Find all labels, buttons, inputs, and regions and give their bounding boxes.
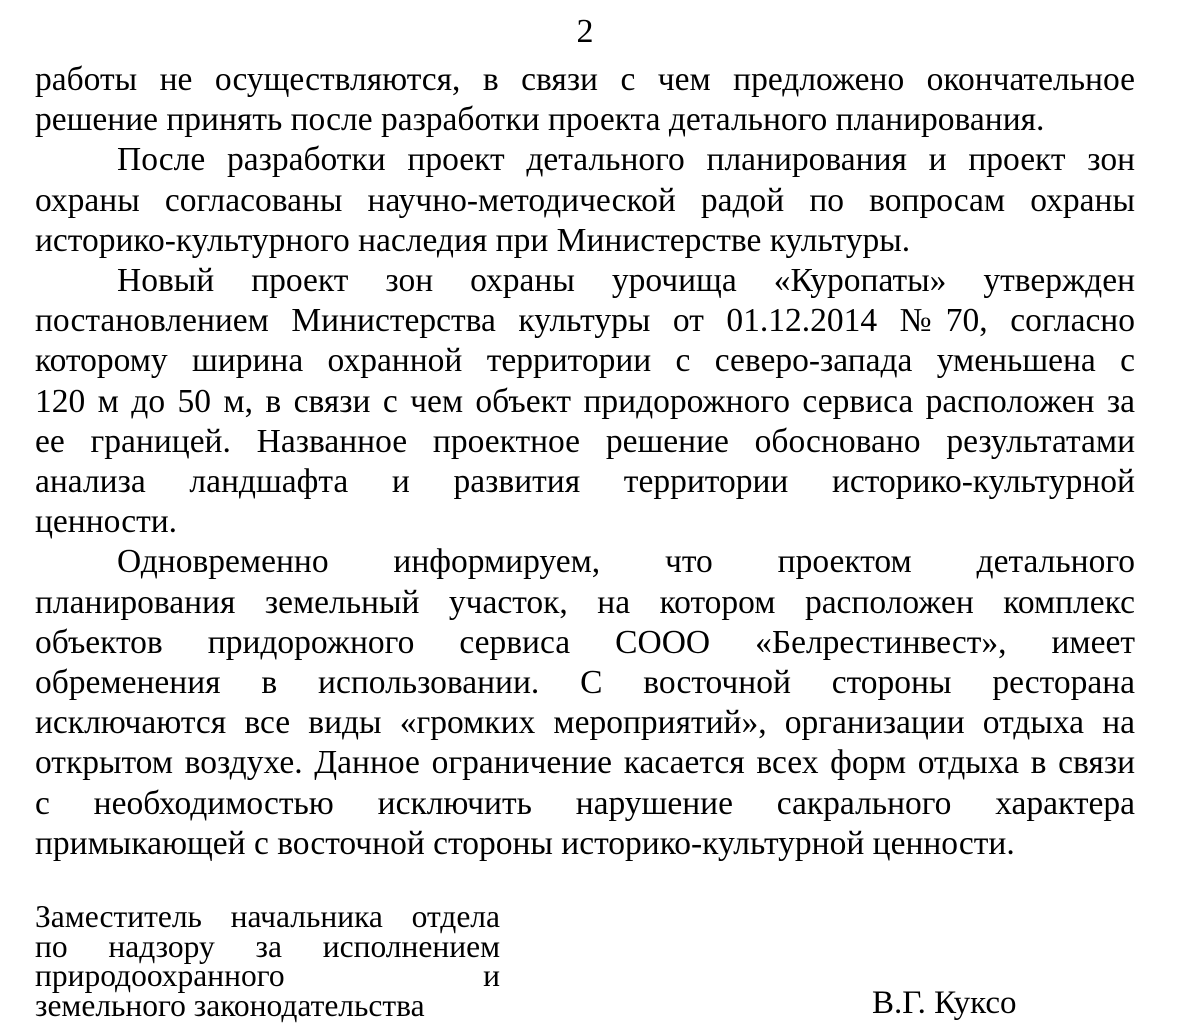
paragraph-4 <box>35 542 1135 864</box>
paragraph-line: Новый проект зон охраны урочища «Куропаты» утвержден <box>117 262 1135 300</box>
paragraph-line: примыкающей с восточной стороны историко-культурной ценности. <box>35 824 1015 862</box>
paragraph-line: анализа ландшафта и развития территории историко-культурной <box>35 463 1135 501</box>
page-number: 2 <box>576 13 594 50</box>
paragraph-line: охраны согласованы научно-методической радой по вопросам охраны <box>35 181 1135 219</box>
signatory-position-line: по надзору за исполнением <box>35 928 500 964</box>
paragraph-line: исключаются все виды «громких мероприятий», организации отдыха на <box>35 704 1135 742</box>
document-body <box>35 60 1135 864</box>
paragraph-line: решение принять после разработки проекта детального планирования. <box>35 101 1045 139</box>
signatory-name: В.Г. Куксо <box>872 985 1017 1021</box>
paragraph-line: ее границей. Названное проектное решение обосновано результатами <box>35 422 1135 460</box>
paragraph-line: постановлением Министерства культуры от 01.12.2014 №70, согласно <box>35 302 1135 340</box>
paragraph-line: работы не осуществляются, в связи с чем предложено окончательное <box>35 61 1135 98</box>
signatory-position <box>35 899 500 1023</box>
signatory-position-line: Заместитель начальника отдела <box>35 899 500 934</box>
paragraph-1 <box>35 60 1135 140</box>
paragraph-line: которому ширина охранной территории с северо-запада уменьшена с <box>35 342 1135 380</box>
paragraph-line: После разработки проект детального планирования и проект зон <box>117 141 1135 179</box>
signatory-position-line: природоохранного и <box>35 958 500 993</box>
paragraph-line: ценности. <box>35 503 178 541</box>
paragraph-2 <box>35 140 1135 261</box>
paragraph-line: открытом воздухе. Данное ограничение касается всех форм отдыха в связи <box>35 744 1135 782</box>
paragraph-line: обременения в использовании. С восточной стороны ресторана <box>35 664 1135 702</box>
paragraph-line: 120 м до 50 м, в связи с чем объект придорожного сервиса расположен за <box>35 382 1135 420</box>
signatory-position-line: земельного законодательства <box>35 987 425 1023</box>
paragraph-line: планирования земельный участок, на котором расположен комплекс <box>35 583 1135 621</box>
paragraph-line: с необходимостью исключить нарушение сакрального характера <box>35 784 1135 822</box>
paragraph-3 <box>35 261 1135 542</box>
paragraph-line: Одновременно информируем, что проектом детального <box>117 543 1135 581</box>
paragraph-line: объектов придорожного сервиса СООО «Белрестинвест», имеет <box>35 623 1135 661</box>
paragraph-line: историко-культурного наследия при Министерстве культуры. <box>35 221 911 259</box>
